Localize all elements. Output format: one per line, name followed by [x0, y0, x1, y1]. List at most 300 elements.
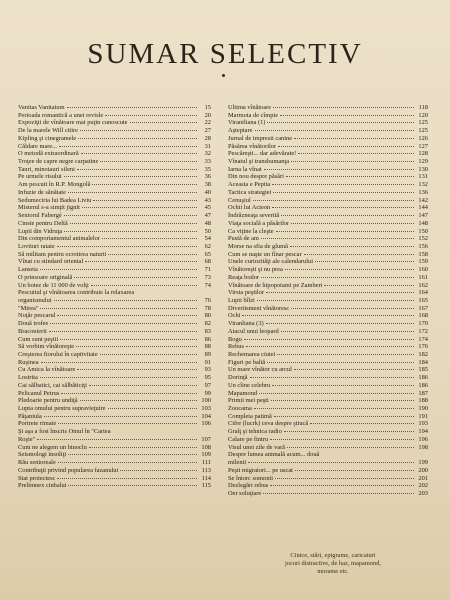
toc-entry-title: Tactica strategiei	[228, 188, 272, 196]
toc-page-number: 47	[204, 212, 211, 220]
toc-entry	[228, 204, 428, 212]
toc-leader-dots	[37, 439, 197, 440]
page-title: SUMAR SELECTIV	[87, 38, 363, 70]
toc-entry	[18, 413, 211, 421]
toc-entry	[228, 228, 428, 236]
toc-leader-dots	[44, 416, 197, 417]
toc-entry	[228, 482, 428, 490]
toc-entry	[18, 459, 211, 467]
toc-leader-dots	[276, 231, 414, 232]
toc-leader-dots	[85, 261, 197, 262]
toc-entry-title: Oer soluţiare	[228, 489, 262, 497]
toc-page-number: 89	[204, 351, 211, 358]
toc-leader-dots	[61, 393, 197, 394]
toc-page-number: 93	[204, 366, 211, 374]
toc-entry-title: Marmota de cîmpie	[228, 111, 279, 119]
toc-leader-dots	[273, 107, 414, 108]
toc-entry	[228, 312, 428, 320]
toc-entry-title: De la marele Will citire	[18, 127, 78, 135]
toc-page-number: 40	[204, 188, 211, 196]
toc-page-number: 103	[201, 405, 211, 413]
toc-entry-title: Seniorul Fabergé	[18, 212, 62, 220]
toc-entry	[18, 212, 211, 220]
toc-entry	[228, 266, 428, 274]
toc-page-number: 196	[418, 435, 428, 443]
toc-entry	[18, 104, 211, 112]
toc-entry	[18, 428, 211, 436]
toc-entry	[18, 251, 211, 259]
toc-entry-title: Pe urmele risului	[18, 173, 62, 181]
toc-entry	[228, 119, 428, 127]
toc-entry	[18, 475, 211, 483]
toc-leader-dots	[295, 470, 414, 471]
toc-leader-dots	[278, 146, 414, 147]
toc-entry-title: Viaţa socială a păsărilor	[228, 219, 290, 227]
toc-entry	[228, 158, 428, 166]
toc-page-number: 167	[418, 304, 428, 312]
toc-entry-title: Cum se naşte un fînar pescar	[228, 250, 302, 258]
toc-page-number: 27	[204, 127, 211, 135]
toc-entry-title: Din comportamentul animalelor	[18, 235, 100, 243]
toc-entry-title: Dorinţă	[228, 374, 248, 382]
toc-page-number: 31	[204, 142, 211, 150]
toc-entry	[228, 382, 428, 390]
toc-entry	[228, 467, 428, 475]
toc-entry	[18, 150, 211, 158]
toc-entry-title: Reaţa bodor	[228, 273, 260, 281]
toc-entry-title: Am pescuit în R.P. Mongolă	[18, 181, 91, 189]
toc-entry	[228, 127, 428, 135]
toc-entry	[228, 351, 428, 359]
toc-leader-dots	[64, 176, 197, 177]
toc-page-number: 168	[418, 312, 428, 320]
toc-leader-dots	[291, 308, 414, 309]
toc-entry-title: Lupii bîlzi	[228, 296, 255, 304]
toc-page-number: 82	[204, 320, 211, 328]
toc-entry	[18, 297, 211, 305]
toc-entry	[18, 444, 211, 452]
toc-entry-title: Figuri pe baltă	[228, 358, 266, 366]
toc-leader-dots	[253, 200, 414, 201]
toc-leader-dots	[68, 454, 197, 455]
toc-page-number: 35	[204, 165, 211, 173]
toc-leader-dots	[58, 423, 197, 424]
toc-page-number: 15	[204, 104, 211, 111]
toc-entry	[18, 158, 211, 166]
toc-page-number: 184	[418, 358, 428, 366]
toc-entry-title: Contribuţii privind popularea fazanului	[18, 466, 119, 474]
toc-entry-title: Se întorc somonii	[228, 474, 274, 482]
toc-entry	[18, 397, 211, 405]
toc-page-number: 172	[418, 327, 428, 335]
toc-entry	[228, 374, 428, 382]
toc-leader-dots	[290, 246, 414, 247]
toc-leader-dots	[57, 478, 197, 479]
toc-page-number: 126	[418, 134, 428, 142]
toc-entry-title: Mapamond	[228, 389, 258, 397]
toc-page-number: 48	[204, 219, 211, 227]
toc-leader-dots	[266, 323, 414, 324]
toc-entry-title: Perioada romantică a unei revisle	[18, 111, 104, 119]
toc-leader-dots	[272, 184, 414, 185]
toc-entry-title: Din nou despre păsări	[228, 173, 284, 181]
toc-leader-dots	[259, 393, 414, 394]
toc-page-number: 28	[204, 134, 211, 142]
toc-entry	[228, 428, 428, 436]
toc-page-number: 109	[201, 451, 211, 459]
toc-leader-dots	[67, 107, 197, 108]
toc-page-number: 71	[204, 266, 211, 274]
toc-entry-title: Ochii lui Acteon	[228, 204, 271, 212]
toc-page-number: 152	[418, 235, 428, 243]
toc-leader-dots	[81, 153, 197, 154]
toc-entry	[228, 405, 428, 413]
toc-entry	[18, 189, 211, 197]
toc-leader-dots	[286, 176, 414, 177]
toc-entry	[228, 289, 428, 297]
title-ornament-dot	[222, 74, 225, 77]
footer-line: Cinice, stări, epigrame, caricaturi	[290, 552, 376, 559]
toc-entry	[18, 343, 211, 351]
toc-leader-dots	[310, 423, 414, 424]
toc-leader-dots	[272, 207, 414, 208]
toc-leader-dots	[58, 462, 197, 463]
toc-leader-dots	[82, 207, 197, 208]
toc-leader-dots	[64, 231, 197, 232]
toc-entry-title: Sedumeciria lui Badea Liviu	[18, 196, 92, 204]
toc-page-number: 190	[418, 405, 428, 413]
toc-entry-title: Pledoarie pentru undiţă	[18, 397, 78, 405]
toc-page-number: 191	[418, 412, 428, 420]
toc-entry-title: Aşteptare	[228, 127, 253, 135]
toc-page-number: 38	[204, 181, 211, 189]
toc-page-number: 118	[418, 104, 428, 111]
toc-entry	[18, 451, 211, 459]
toc-leader-dots	[40, 308, 197, 309]
toc-entry-title: milenii	[228, 459, 247, 467]
toc-entry	[228, 436, 428, 444]
toc-page-number: 131	[418, 173, 428, 181]
toc-entry	[228, 235, 428, 243]
toc-entry	[18, 181, 211, 189]
toc-page-number: 76	[204, 296, 211, 304]
toc-entry-title: Vînat cu stindard oriental	[18, 258, 84, 266]
toc-page-number: 32	[204, 150, 211, 158]
toc-entry-title: Pustă de am	[228, 235, 259, 243]
toc-entry-title: Un botez de 11 000 de volţi	[18, 281, 89, 289]
toc-entry-title: Rechemarea ciutei	[228, 351, 276, 358]
toc-entry	[18, 359, 211, 367]
toc-page-number: 161	[418, 273, 428, 281]
toc-page-number: 148	[418, 219, 428, 227]
toc-entry	[228, 397, 428, 405]
toc-entry	[228, 490, 428, 498]
toc-page-number: 95	[204, 374, 211, 382]
toc-entry-title: Cenuşiul	[228, 196, 251, 204]
toc-entry-title: Pescăreşti... dar adevărate!	[228, 150, 297, 158]
toc-page-number: 182	[418, 351, 428, 358]
toc-entry-title: Braconierii	[18, 327, 47, 335]
toc-entry-title: Bogu	[228, 335, 242, 343]
toc-page-number: 43	[204, 196, 211, 204]
footer-line: morame etc.	[317, 568, 349, 575]
toc-leader-dots	[242, 315, 414, 316]
toc-page-number: 164	[418, 289, 428, 297]
toc-page-number: 203	[418, 489, 428, 497]
toc-entry	[228, 166, 428, 174]
toc-entry	[18, 312, 211, 320]
toc-page-number: 80	[204, 312, 211, 320]
toc-entry	[18, 258, 211, 266]
toc-page-number: 198	[418, 443, 428, 451]
toc-entry-title: Creşterea fiorului în captivitate	[18, 351, 98, 358]
toc-leader-dots	[105, 115, 197, 116]
toc-leader-dots	[280, 115, 414, 116]
toc-page-number: 97	[204, 381, 211, 389]
toc-page-number: 125	[418, 127, 428, 135]
toc-entry-title: Şi aşa a fost înscris Omul în "Cartea	[18, 428, 111, 436]
toc-entry	[228, 451, 428, 459]
toc-leader-dots	[267, 362, 414, 363]
toc-leader-dots	[91, 285, 197, 286]
toc-entry-title: Misterul s-a simţit jignit	[18, 204, 80, 212]
toc-entry-title: Cum sunt peştii	[18, 335, 59, 343]
toc-page-number: 115	[201, 482, 211, 490]
toc-entry	[228, 297, 428, 305]
toc-entry	[228, 189, 428, 197]
toc-leader-dots	[272, 385, 414, 386]
toc-leader-dots	[54, 300, 197, 301]
toc-leader-dots	[60, 339, 197, 340]
toc-page-number: 50	[204, 227, 211, 235]
toc-leader-dots	[92, 184, 197, 185]
toc-entry	[18, 166, 211, 174]
toc-leader-dots	[89, 447, 197, 448]
toc-entry-title: Lostrita	[18, 374, 38, 382]
toc-entry-title: Troţee de capre negre carpatine	[18, 158, 99, 166]
toc-entry-title: Păţaniula	[18, 412, 42, 420]
toc-entry-title: Dezlegări rebus	[228, 482, 269, 490]
toc-entry-title: O metodă extraordinară	[18, 150, 79, 158]
toc-entry	[18, 282, 211, 290]
toc-entry	[228, 212, 428, 220]
toc-leader-dots	[68, 192, 197, 193]
toc-entry-title: Viranliana (3)	[228, 320, 264, 328]
toc-entry	[18, 420, 211, 428]
toc-entry-title: Căldare mare...	[18, 142, 58, 150]
toc-entry	[228, 243, 428, 251]
toc-leader-dots	[281, 331, 414, 332]
toc-entry-title: Ca viţine la cleşte	[228, 227, 274, 235]
toc-entry	[228, 135, 428, 143]
toc-entry-title: Cinste pentru Deltă	[18, 219, 68, 227]
toc-entry	[18, 204, 211, 212]
toc-entry-title: Un mare vînător cu arcul	[228, 366, 292, 374]
toc-entry-title: Zoocama	[228, 405, 252, 413]
toc-page-number: 88	[204, 343, 211, 351]
toc-entry	[228, 150, 428, 158]
toc-entry	[228, 197, 428, 205]
toc-entry-title: O prinsoare originală	[18, 273, 73, 281]
toc-entry-title: Roşie"	[18, 435, 36, 443]
toc-entry-title: Divertisment vînătoresc	[228, 304, 290, 312]
toc-entry	[228, 112, 428, 120]
toc-leader-dots	[255, 130, 415, 131]
toc-page-number: 111	[201, 459, 211, 467]
toc-leader-dots	[57, 246, 197, 247]
toc-entry-title: Noţăr pescarul	[18, 312, 56, 320]
toc-leader-dots	[248, 462, 414, 463]
toc-entry-title: Rău senioreale	[18, 459, 56, 467]
toc-entry	[18, 173, 211, 181]
toc-entry-title: Două trofee	[18, 320, 49, 328]
toc-entry	[18, 351, 211, 359]
toc-entry	[18, 243, 211, 251]
toc-page-number: 162	[418, 281, 428, 289]
toc-entry	[228, 305, 428, 313]
toc-entry-title: Pelicanul Petrus	[18, 389, 60, 397]
toc-entry-title: Ultima vînătoare	[228, 104, 272, 111]
toc-page-number: 108	[201, 443, 211, 451]
toc-page-number: 174	[418, 335, 428, 343]
toc-entry	[228, 258, 428, 266]
toc-entry	[228, 366, 428, 374]
toc-entry-title: Virsta peştilor	[228, 289, 264, 297]
toc-entry	[18, 336, 211, 344]
toc-page-number: 185	[418, 366, 428, 374]
toc-leader-dots	[76, 346, 197, 347]
toc-leader-dots	[275, 478, 414, 479]
toc-leader-dots	[277, 354, 414, 355]
toc-leader-dots	[130, 122, 198, 123]
toc-page-number: 128	[418, 150, 428, 158]
toc-page-number: 186	[418, 381, 428, 389]
toc-entry-title: Calare pe fintru	[228, 435, 269, 443]
toc-entry-title: Morse na sfia de glumă	[228, 242, 288, 250]
toc-entry-title: Ruşinea	[18, 358, 39, 366]
toc-leader-dots	[74, 277, 197, 278]
toc-page-number: 186	[418, 374, 428, 382]
toc-entry	[228, 282, 428, 290]
toc-entry-title: Lovituri ratate	[18, 242, 55, 250]
toc-leader-dots	[264, 169, 414, 170]
toc-entry-title: Expoziţii de vînătoare mai puţin cunoscute	[18, 119, 128, 127]
toc-entry	[18, 405, 211, 413]
toc-entry	[228, 274, 428, 282]
toc-entry-title: organismului	[18, 296, 52, 304]
toc-entry	[18, 228, 211, 236]
toc-page-number: 22	[204, 119, 211, 127]
toc-leader-dots	[254, 408, 414, 409]
toc-leader-dots	[77, 369, 197, 370]
toc-page-number: 125	[418, 119, 428, 127]
toc-page-number: 150	[418, 227, 428, 235]
toc-entry	[228, 475, 428, 483]
toc-entry-title: Vînătoreşti şi nu prea	[228, 266, 283, 274]
toc-page-number: 170	[418, 320, 428, 328]
toc-entry	[228, 143, 428, 151]
toc-page-number: 156	[418, 242, 428, 250]
toc-leader-dots	[274, 416, 414, 417]
toc-entry	[228, 220, 428, 228]
toc-entry-title: Îndrăzneaţa severită	[228, 212, 280, 220]
toc-page-number: 73	[204, 273, 211, 281]
toc-entry	[18, 135, 211, 143]
toc-leader-dots	[281, 215, 414, 216]
toc-page-number: 160	[418, 266, 428, 274]
toc-page-number: 100	[201, 397, 211, 405]
toc-entry	[18, 197, 211, 205]
toc-page-number: 54	[204, 235, 211, 243]
toc-leader-dots	[89, 385, 197, 386]
toc-leader-dots	[93, 200, 197, 201]
toc-leader-dots	[266, 292, 414, 293]
toc-entry-title: Un cîine celebru	[228, 381, 271, 389]
toc-entry-title: Rebus	[228, 343, 244, 351]
toc-entry	[228, 104, 428, 112]
toc-page-number: 132	[418, 181, 428, 189]
toc-page-number: 142	[418, 196, 428, 204]
toc-entry	[228, 328, 428, 336]
toc-leader-dots	[273, 192, 414, 193]
toc-entry	[228, 459, 428, 467]
toc-entry-title: Lupii din Vidruţa	[18, 227, 63, 235]
toc-leader-dots	[270, 485, 414, 486]
toc-entry-title: Completa patimă	[228, 412, 272, 420]
toc-page-number: 83	[204, 327, 211, 335]
toc-page-number: 127	[418, 142, 428, 150]
toc-page-number: 45	[204, 204, 211, 212]
toc-leader-dots	[263, 493, 414, 494]
toc-entry	[18, 289, 211, 297]
toc-leader-dots	[80, 130, 197, 131]
toc-page-number: 202	[418, 482, 428, 490]
toc-entry-title: Viraniliana (1)	[228, 119, 266, 127]
toc-left-column	[18, 104, 211, 490]
toc-entry-title: Ochi	[228, 312, 241, 320]
toc-page-number: 194	[418, 428, 428, 436]
toc-page-number: 33	[204, 158, 211, 166]
toc-page-number: 187	[418, 389, 428, 397]
toc-page-number: 65	[204, 250, 211, 258]
toc-entry	[18, 320, 211, 328]
toc-page-number: 159	[418, 258, 428, 266]
toc-entry-title: Cifre (lucrk) ceva despre ştiucă	[228, 420, 309, 428]
toc-entry-title: Cu Amica la vînătoare	[18, 366, 76, 374]
toc-page-number: 78	[204, 304, 211, 312]
toc-page-number: 99	[204, 389, 211, 397]
toc-entry-title: Lanseta	[18, 266, 38, 274]
toc-entry-title: Să vorbim vînătoreşte	[18, 343, 75, 351]
toc-leader-dots	[120, 470, 197, 471]
toc-entry	[228, 336, 428, 344]
toc-entry-title: Păsărea vînătorilor	[228, 142, 277, 150]
toc-leader-dots	[40, 269, 197, 270]
toc-entry-title: Unele curiozităţi ale calendarului	[228, 258, 313, 266]
toc-entry	[18, 482, 211, 490]
toc-page-number: 136	[418, 188, 428, 196]
toc-leader-dots	[57, 315, 197, 316]
toc-leader-dots	[102, 238, 197, 239]
toc-page-number: 36	[204, 173, 211, 181]
toc-page-number: 106	[201, 420, 211, 428]
toc-page-number: 147	[418, 212, 428, 220]
toc-page-number: 199	[418, 459, 428, 467]
toc-page-number: 144	[418, 204, 428, 212]
toc-entry	[18, 374, 211, 382]
toc-entry-title: Cum ne alegem un binoclu	[18, 443, 87, 451]
toc-page-number: 86	[204, 335, 211, 343]
